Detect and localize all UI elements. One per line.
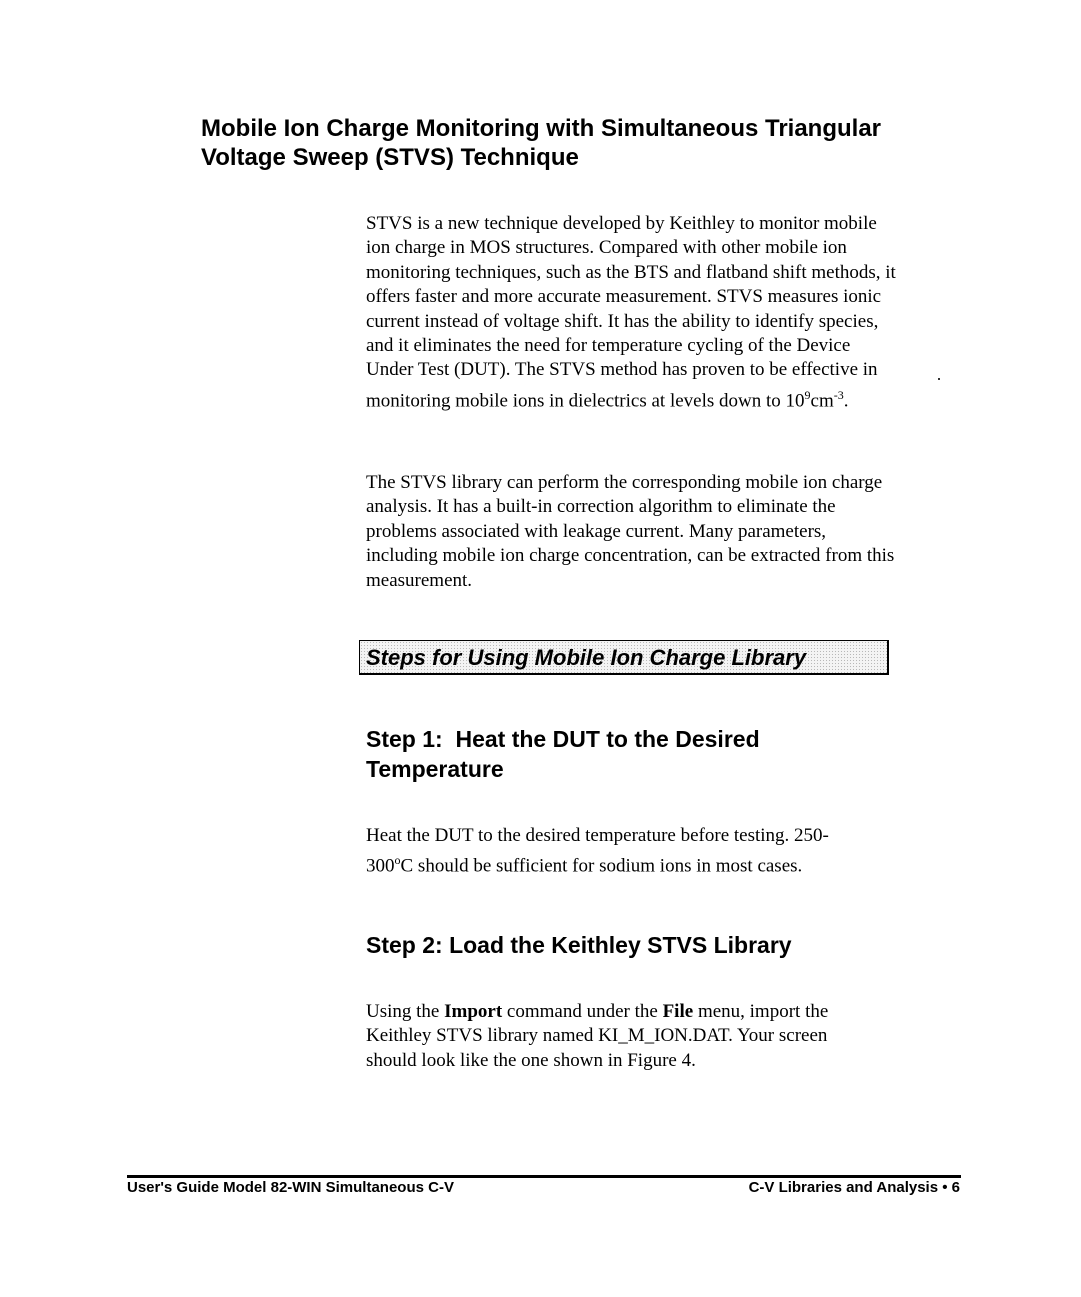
section-banner bbox=[359, 640, 889, 675]
step-1-text-end: C should be sufficient for sodium ions in most cases. bbox=[400, 855, 803, 877]
step-2-text-2: command under the bbox=[502, 1001, 663, 1022]
step-1-heading bbox=[366, 724, 886, 784]
intro-paragraph bbox=[366, 212, 901, 414]
step-1-heading-line-1: Step 1: Heat the DUT to the Desired bbox=[366, 726, 760, 752]
footer-left: User's Guide Model 82-WIN Simultaneous C-V bbox=[127, 1179, 454, 1196]
step-1-paragraph bbox=[366, 824, 866, 879]
intro-unit: cm bbox=[810, 390, 834, 412]
footer-right: C-V Libraries and Analysis • 6 bbox=[748, 1179, 960, 1196]
intro-end: . bbox=[843, 390, 849, 412]
intro-exponent-1: 9 bbox=[804, 387, 811, 402]
footer-rule bbox=[127, 1175, 961, 1178]
step-1-heading-line-2: Temperature bbox=[366, 756, 504, 782]
intro-text: STVS is a new technique developed by Keithley to monitor mobile ion charge in MOS structures. Compared with other mobile ion monitoring techniques, such as the BTS and flatband shift methods, it offers faster and more accurate measurement. STVS measures ionic current instead of voltage shift. It has the ability to identify species, and it eliminates the need for temperature cycling of the Device Under Test (DUT). The STVS method has proven to be effective in monitoring mobile ions in dielectrics at levels down to 10 bbox=[366, 213, 896, 412]
step-2-heading: Step 2: Load the Keithley STVS Library bbox=[366, 932, 792, 958]
stray-mark bbox=[938, 378, 940, 380]
step-2-text-3: menu, import the Keithley STVS library named KI_M_ION.DAT. Your screen should look like the one shown in Figure 4. bbox=[366, 1001, 829, 1071]
intro-exponent-2: -3 bbox=[833, 387, 844, 402]
page-title-line-1: Mobile Ion Charge Monitoring with Simultaneous Triangular bbox=[201, 115, 882, 142]
import-command: Import bbox=[444, 1001, 503, 1022]
page-title bbox=[201, 114, 921, 172]
step-2-paragraph bbox=[366, 1000, 871, 1073]
degree-symbol: o bbox=[394, 853, 401, 868]
file-menu: File bbox=[662, 1001, 694, 1022]
step-2-text-1: Using the bbox=[366, 1001, 445, 1022]
library-paragraph: The STVS library can perform the corresponding mobile ion charge analysis. It has a built-in correction algorithm to eliminate the problems associated with leakage current. Many parameters, including mobile ion charge concentration, can be extracted from this measurement. bbox=[366, 472, 895, 591]
step-1-text: Heat the DUT to the desired temperature before testing. 250-300 bbox=[366, 825, 829, 877]
section-banner-label: Steps for Using Mobile Ion Charge Library bbox=[366, 645, 807, 670]
page-title-line-2: Voltage Sweep (STVS) Technique bbox=[201, 144, 579, 171]
